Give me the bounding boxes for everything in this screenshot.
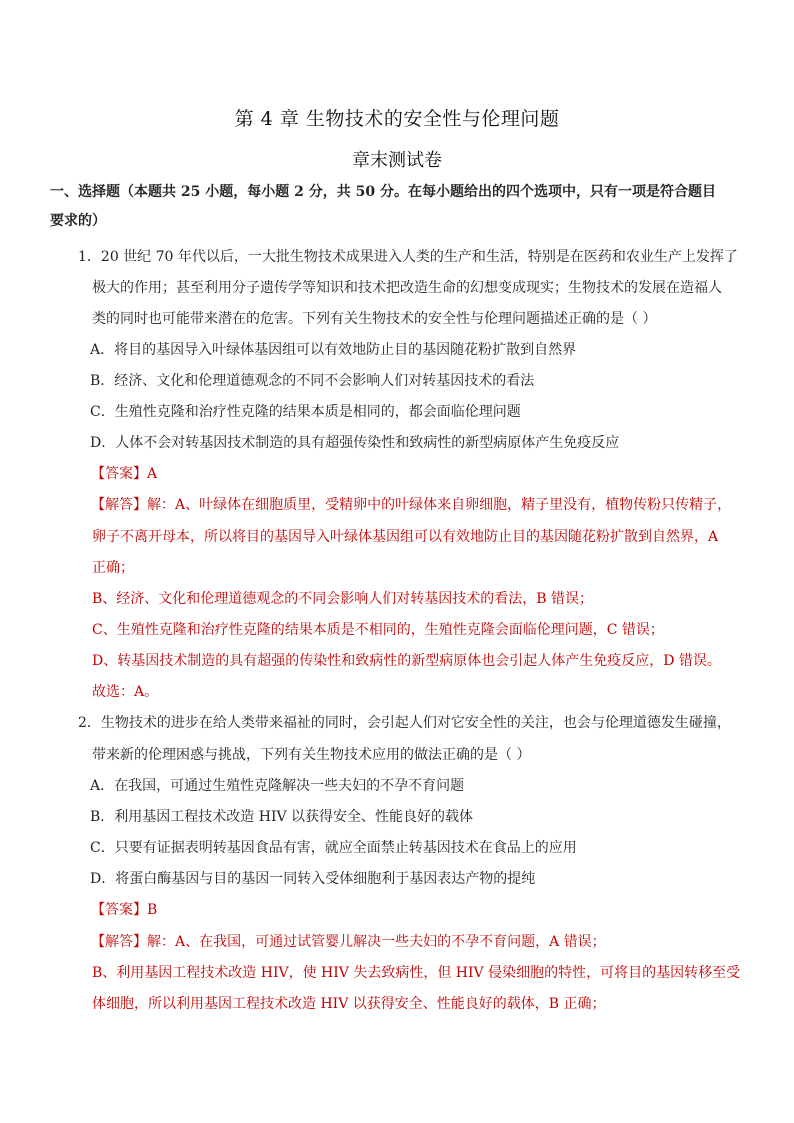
q1-option-d: D．人体不会对转基因技术制造的具有超强传染性和致病性的新型病原体产生免疫反应 [90,435,620,451]
q2-option-b: B．利用基因工程技术改造 HIV 以获得安全、性能良好的载体 [90,809,474,825]
chapter-title: 第 4 章 生物技术的安全性与伦理问题 [234,108,560,130]
q2-option-d: D．将蛋白酶基因与目的基因一同转入受体细胞利于基因表达产物的提纯 [90,871,536,887]
q1-stem-line-1: 1．20 世纪 70 年代以后，一大批生物技术成果进入人类的生产和生活，特别是在医药和农业生产上发挥了 [78,249,738,265]
q2-analysis-line-1: 【解答】解：A、在我国，可通过试管婴儿解决一些夫妇的不孕不育问题，A 错误； [91,934,606,950]
section-header-line-1: 一、选择题（本题共 25 小题，每小题 2 分，共 50 分。在每小题给出的四个选项中，只有一项是符合题目 [50,184,716,200]
q1-analysis-line-5: C、生殖性克隆和治疗性克隆的结果本质是不相同的，生殖性克隆会面临伦理问题，C 错误； [92,622,664,638]
q1-analysis-line-3: 正确； [92,560,134,576]
q2-option-c: C．只要有证据表明转基因食品有害，就应全面禁止转基因技术在食品上的应用 [90,840,577,856]
section-header-line-2: 要求的） [50,213,106,229]
q1-option-b: B．经济、文化和伦理道德观念的不同不会影响人们对转基因技术的看法 [90,373,535,389]
q1-conclusion: 故选：A。 [92,684,159,700]
q2-stem-line-1: 2．生物技术的进步在给人类带来福祉的同时，会引起人们对它安全性的关注，也会与伦理道德发生碰撞， [78,715,731,731]
q2-analysis-line-2: B、利用基因工程技术改造 HIV，使 HIV 失去致病性，但 HIV 侵染细胞的特性，可将目的基因转移至受 [92,965,741,981]
q1-stem-line-2: 极大的作用；甚至利用分子遗传学等知识和技术把改造生命的幻想变成现实；生物技术的发展在造福人 [92,280,722,296]
q1-analysis-line-6: D、转基因技术制造的具有超强的传染性和致病性的新型病原体也会引起人体产生免疫反应，D 错误。 [92,653,721,669]
q1-analysis-line-4: B、经济、文化和伦理道德观念的不同会影响人们对转基因技术的看法，B 错误； [92,591,594,607]
q2-analysis-line-3: 体细胞，所以利用基因工程技术改造 HIV 以获得安全、性能良好的载体，B 正确； [92,996,606,1012]
q2-answer: 【答案】B [91,902,158,918]
q1-option-c: C．生殖性克隆和治疗性克隆的结果本质是相同的，都会面临伦理问题 [90,404,521,420]
q1-analysis-line-1: 【解答】解：A、叶绿体在细胞质里，受精卵中的叶绿体来自卵细胞，精子里没有，植物传粉只传精子， [91,497,732,513]
q1-option-a: A．将目的基因导入叶绿体基因组可以有效地防止目的基因随花粉扩散到自然界 [90,342,577,358]
q2-option-a: A．在我国，可通过生殖性克隆解决一些夫妇的不孕不育问题 [90,778,465,794]
q1-stem-line-3: 类的同时也可能带来潜在的危害。下列有关生物技术的安全性与伦理问题描述正确的是（ ） [92,311,657,327]
q1-analysis-line-2: 卵子不离开母本，所以将目的基因导入叶绿体基因组可以有效地防止目的基因随花粉扩散到自然界，A [92,529,719,545]
q2-stem-line-2: 带来新的伦理困惑与挑战，下列有关生物技术应用的做法正确的是（ ） [92,747,531,763]
chapter-subtitle: 章末测试卷 [352,150,442,171]
q1-answer: 【答案】A [91,466,158,482]
